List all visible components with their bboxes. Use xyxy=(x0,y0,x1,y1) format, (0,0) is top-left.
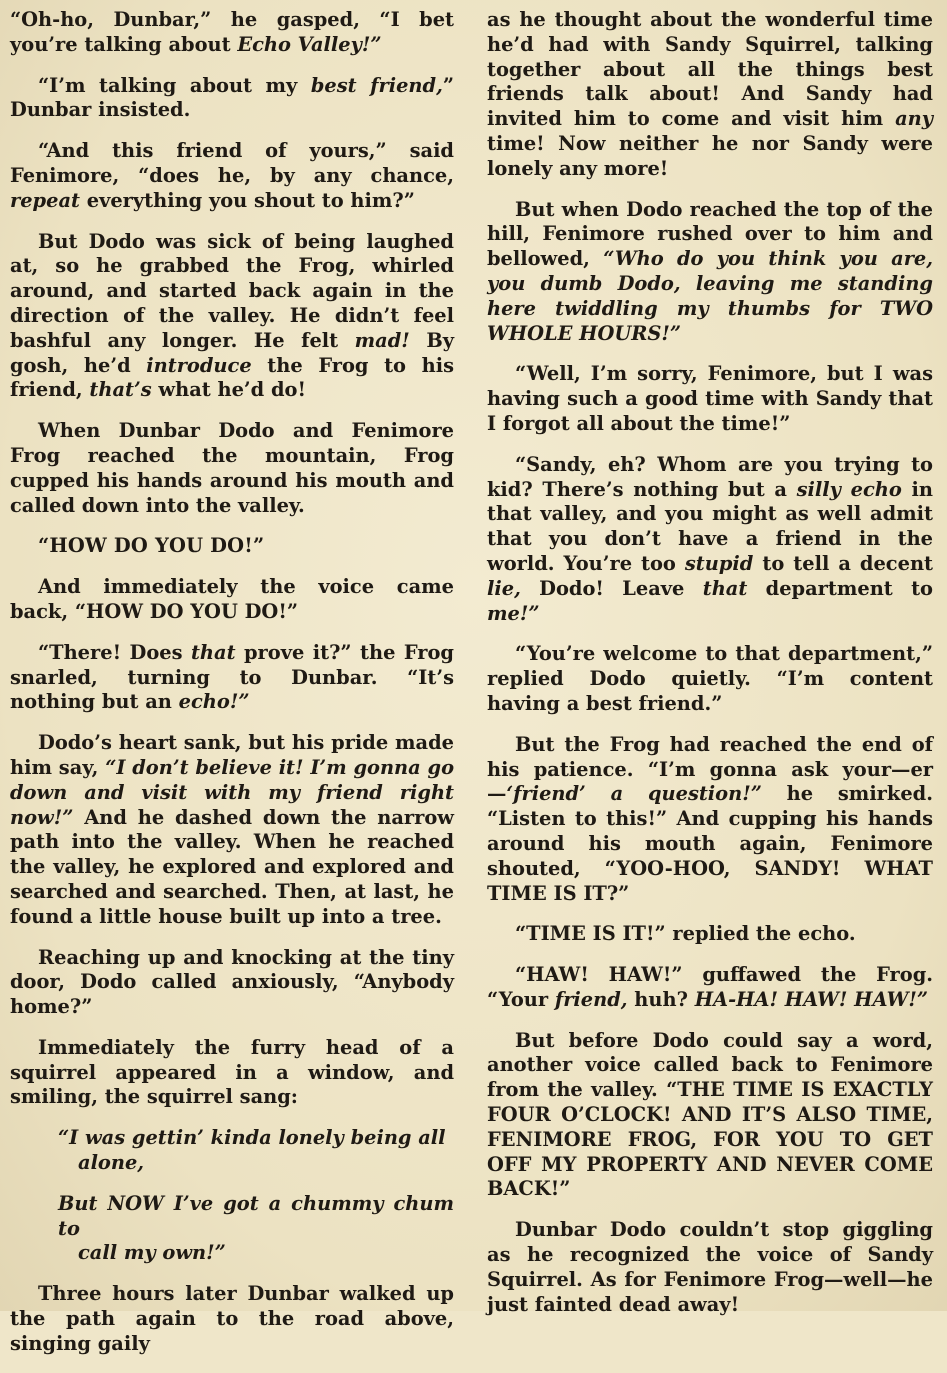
paragraph: Immediately the furry head of a squirrel appeared in a window, and smiling, the squirrel sang: xyxy=(10,1035,454,1109)
paragraph: “HOW DO YOU DO!” xyxy=(38,534,265,558)
paragraph: Reaching up and knocking at the tiny door, Dodo called anxiously, “Anybody home?” xyxy=(10,945,454,1019)
paragraph: “Oh-ho, Dunbar,” he gasped, “I bet you’re talking about Echo Valley!” xyxy=(10,8,454,56)
paragraph: “TIME IS IT!” replied the echo. xyxy=(515,922,856,946)
song-verse: But NOW I’ve got a chummy chum to call my own!” xyxy=(58,1191,454,1265)
paragraph: “Well, I’m sorry, Fenimore, but I was having such a good time with Sandy that I forgot all about the time!” xyxy=(487,362,933,435)
song-verse: “I was gettin’ kinda lonely being all alone, xyxy=(58,1126,446,1175)
paragraph: “And this friend of yours,” said Fenimore, “does he, by any chance, repeat everything you shout to him?” xyxy=(10,139,454,212)
paragraph: as he thought about the wonderful time he’d had with Sandy Squirrel, talking together about all the things best friends talk about! And Sandy had invited him to come and visit him any time! Now neither he nor Sandy were lonely any more! xyxy=(487,8,933,180)
paragraph: Dodo’s heart sank, but his pride made him say, “I don’t believe it! I’m gonna go down and visit with my friend right now!” And he dashed down the narrow path into the valley. When he reached the valley, he explored and explored and searched and searched. Then, at last, he found a little house built up into a tree. xyxy=(10,731,454,928)
right-column xyxy=(487,8,933,1333)
left-column xyxy=(10,8,454,1373)
paragraph: But the Frog had reached the end of his patience. “I’m gonna ask your—er—‘friend’ a question!” he smirked. “Listen to this!” And cupping his hands around his mouth again, Fenimore shouted, “YOO-HOO, SANDY! WHAT TIME IS IT?” xyxy=(487,732,933,905)
paragraph: “There! Does that prove it?” the Frog snarled, turning to Dunbar. “It’s nothing but an echo!” xyxy=(10,640,454,714)
paragraph: Three hours later Dunbar walked up the path again to the road above, singing gaily xyxy=(10,1282,454,1355)
paragraph: But Dodo was sick of being laughed at, so he grabbed the Frog, whirled around, and started back again in the direction of the valley. He didn’t feel bashful any longer. He felt mad! By gosh, he’d introduce the Frog to his friend, that’s what he’d do! xyxy=(10,229,454,402)
paragraph: “I’m talking about my best friend,” Dunbar insisted. xyxy=(10,73,454,122)
paragraph: “You’re welcome to that department,” replied Dodo quietly. “I’m content having a best friend.” xyxy=(487,642,933,715)
paragraph: But before Dodo could say a word, another voice called back to Fenimore from the valley. “THE TIME IS EXACTLY FOUR O’CLOCK! AND IT’S ALSO TIME, FENIMORE FROG, FOR YOU TO GET OFF MY PROPERTY AND NEVER COME BACK!” xyxy=(487,1028,933,1201)
paragraph: And immediately the voice came back, “HOW DO YOU DO!” xyxy=(10,575,454,623)
paragraph: “HAW! HAW!” guffawed the Frog. “Your friend, huh? HA-HA! HAW! HAW!” xyxy=(487,963,933,1011)
paragraph: “Sandy, eh? Whom are you trying to kid? There’s nothing but a silly echo in that valley, and you might as well admit that you don’t have a friend in the world. You’re too stupid to tell a decent lie, Dodo! Leave that department to me!” xyxy=(487,452,933,625)
paragraph: Dunbar Dodo couldn’t stop giggling as he recognized the voice of Sandy Squirrel. As for Fenimore Frog—well—he just fainted dead away! xyxy=(487,1218,933,1316)
paragraph: But when Dodo reached the top of the hill, Fenimore rushed over to him and bellowed, “Who do you think you are, you dumb Dodo, leaving me standing here twiddling my thumbs for TWO WHOLE HOURS!” xyxy=(487,197,933,345)
paragraph: When Dunbar Dodo and Fenimore Frog reached the mountain, Frog cupped his hands around his mouth and called down into the valley. xyxy=(10,419,454,517)
